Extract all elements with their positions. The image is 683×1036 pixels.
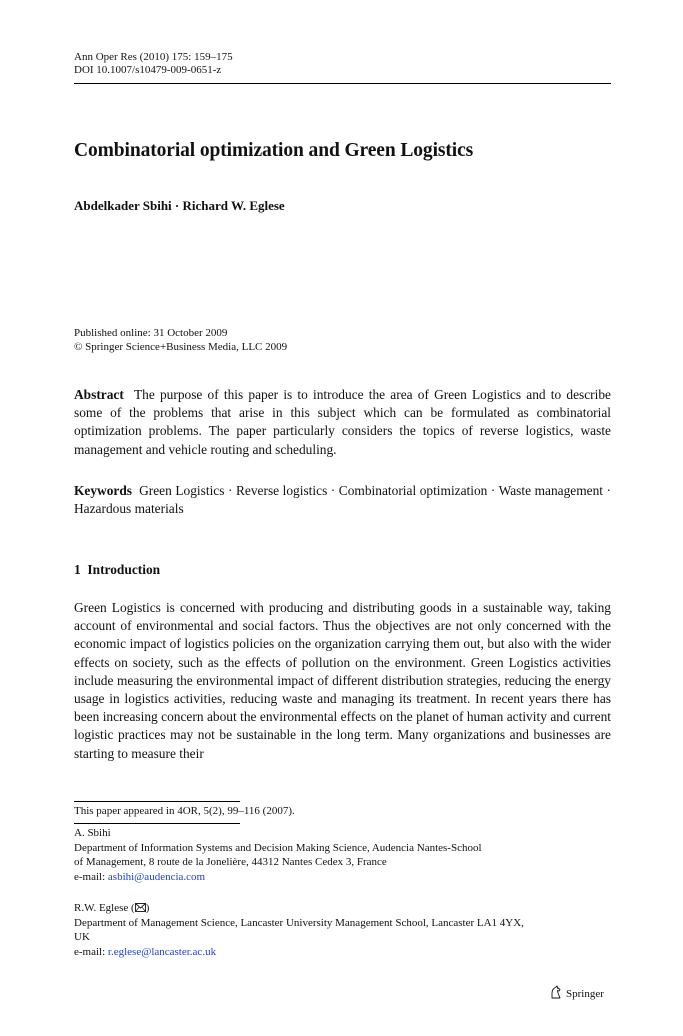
affiliation-name: R.W. Eglese (: [74, 902, 135, 914]
envelope-icon: [135, 902, 146, 914]
header-rule: [74, 83, 611, 84]
affiliation-sbihi: [74, 826, 482, 884]
affiliation-name: A. Sbihi: [74, 827, 111, 839]
email-label: e-mail:: [74, 945, 106, 958]
paper-title: Combinatorial optimization and Green Logistics: [74, 140, 474, 161]
section-title: Introduction: [87, 562, 161, 577]
abstract: [74, 386, 611, 459]
keywords: [74, 482, 611, 518]
affiliation-line: of Management, 8 route de la Jonelière, 44312 Nantes Cedex 3, France: [74, 856, 387, 869]
affiliation-name-row: [74, 901, 524, 916]
abstract-text: The purpose of this paper is to introduce the area of Green Logistics and to describe some of the problems that arise in this subject which can be formulated as combinatorial optimization problems. The paper particularly considers the topics of reverse logistics, waste management and vehicle routing and scheduling.: [74, 387, 611, 457]
email-link[interactable]: r.eglese@lancaster.ac.uk: [107, 945, 217, 958]
affiliation-name-suffix: ): [145, 902, 150, 914]
published-online: Published online: 31 October 2009: [74, 327, 228, 339]
author-list: Abdelkader Sbihi · Richard W. Eglese: [74, 198, 285, 213]
email-label: e-mail:: [74, 870, 106, 883]
keywords-text: Green Logistics · Reverse logistics · Combinatorial optimization · Waste management · Hazardous materials: [74, 483, 611, 517]
section-number: 1: [74, 562, 81, 577]
abstract-label: Abstract: [74, 387, 124, 402]
affiliation-email-row: [74, 870, 482, 885]
footnote-rule: [74, 801, 240, 802]
publisher-mark: [549, 985, 604, 1002]
doi: DOI 10.1007/s10479-009-0651-z: [74, 64, 222, 76]
affiliation-email-row: [74, 945, 524, 960]
introduction-paragraph: Green Logistics is concerned with producing and distributing goods in a sustainable way, taking account of environmental and social factors. Thus the objectives are not only concerned with the economic impact of logistics policies on the organization carrying them out, but also with the wider effects on society, such as the effects of pollution on the environment. Green Logistics activities include measuring the environmental impact of different distribution strategies, reducing the energy usage in logistics activities, reducing waste and managing its treatment. In recent years there has been increasing concern about the environmental effects on the planet of human activity and current logistic practices may not be sustainable in the long term. Many organizations and businesses are starting to measure their: [74, 600, 611, 761]
affiliation-line: Department of Information Systems and Decision Making Science, Audencia Nantes-School: [74, 841, 482, 854]
email-link[interactable]: asbihi@audencia.com: [107, 870, 206, 883]
affiliation-eglese: [74, 901, 524, 959]
footnote: This paper appeared in 4OR, 5(2), 99–116 (2007).: [74, 805, 295, 817]
journal-header: [74, 51, 233, 77]
keywords-label: Keywords: [74, 483, 133, 498]
publication-info: [74, 326, 287, 354]
publisher-name: Springer: [566, 987, 604, 1000]
affiliation-line: UK: [74, 931, 90, 944]
footnote-rule-2: [74, 823, 240, 824]
journal-citation: Ann Oper Res (2010) 175: 159–175: [74, 51, 233, 63]
section-heading: [74, 562, 160, 578]
springer-horse-logo: [549, 985, 566, 1002]
copyright: © Springer Science+Business Media, LLC 2009: [74, 341, 288, 353]
affiliation-line: Department of Management Science, Lancaster University Management School, Lancaster LA1 4YX,: [74, 916, 524, 929]
